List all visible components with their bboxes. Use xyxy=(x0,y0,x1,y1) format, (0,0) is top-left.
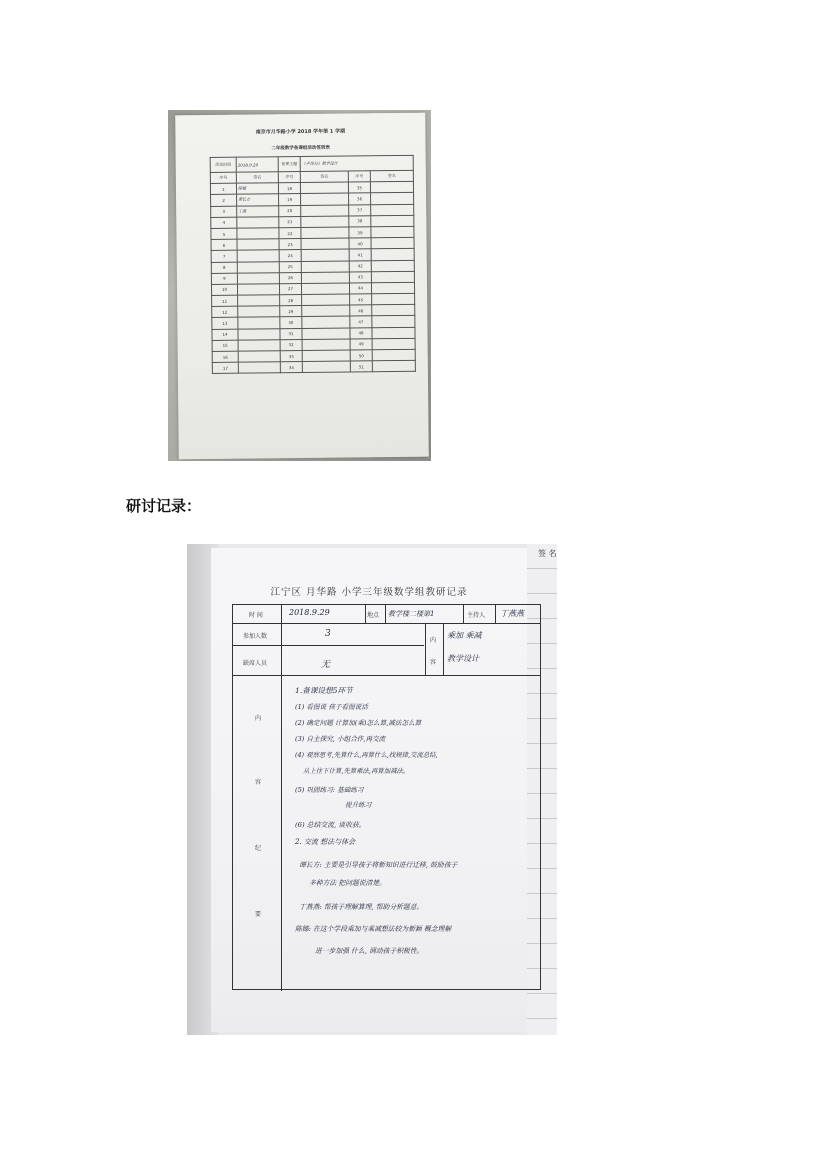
row-sign xyxy=(302,294,350,306)
row-sign xyxy=(302,305,350,317)
row-no: 3 xyxy=(211,206,237,217)
grid-line xyxy=(233,623,540,624)
minutes-line: (3) 自主探究, 小组合作,再交流 xyxy=(295,735,386,743)
row-no: 11 xyxy=(212,295,238,306)
minutes-label-3: 纪 xyxy=(255,845,262,852)
row-sign xyxy=(238,362,280,374)
row-sign xyxy=(302,350,350,362)
minutes-line: 谭长方: 主要是引导孩子将新知识进行迁移, 鼓励孩子 xyxy=(299,861,458,869)
row-sign xyxy=(301,193,349,205)
topic-label: 备课主题 xyxy=(278,157,300,172)
col-sign-2: 签名 xyxy=(300,171,348,183)
row-sign xyxy=(237,250,279,262)
row-no: 44 xyxy=(349,283,371,294)
row-sign xyxy=(237,216,279,228)
row-sign xyxy=(238,351,280,363)
col-no-2: 序号 xyxy=(278,172,300,183)
row-no: 14 xyxy=(212,329,238,340)
content-label-1: 内 xyxy=(430,637,437,644)
row-no: 31 xyxy=(280,328,302,339)
row-sign xyxy=(372,305,415,317)
minutes-line: (6) 总结交流, 谈收获。 xyxy=(295,821,366,829)
row-sign xyxy=(238,340,280,352)
minutes-line: (1) 看图说 孩子看图说话 xyxy=(295,703,368,711)
row-sign xyxy=(371,271,414,283)
row-no: 51 xyxy=(350,361,372,372)
minutes-line: 2. 交流 想法与体会 xyxy=(295,838,356,846)
row-no: 22 xyxy=(279,227,301,238)
row-sign xyxy=(301,216,349,228)
sign-in-table xyxy=(210,155,416,374)
grid-line xyxy=(233,645,424,646)
time-value: 2018.9.29 xyxy=(289,608,330,617)
minutes-line: (2) 确定问题 计算加(乘)怎么算,减法怎么算 xyxy=(295,719,422,727)
grid-line xyxy=(233,675,540,676)
row-sign xyxy=(371,249,414,261)
row-no: 35 xyxy=(348,182,370,193)
row-sign xyxy=(238,328,280,340)
record-grid xyxy=(232,604,541,990)
minutes-line: 1.备课设想5环节 xyxy=(295,686,353,695)
grid-line xyxy=(281,605,282,991)
grid-line xyxy=(425,623,426,675)
content-label-2: 容 xyxy=(430,659,437,666)
row-no: 45 xyxy=(350,294,372,305)
row-no: 38 xyxy=(349,216,371,227)
minutes-line: 陈娜: 在这个学段乘加与乘减想法较为新颖 概念理解 xyxy=(295,925,452,933)
row-no: 27 xyxy=(279,283,301,294)
grid-line xyxy=(463,605,464,623)
row-sign: 陈娜 xyxy=(236,183,278,195)
col-no-3: 序号 xyxy=(348,171,370,182)
row-no: 30 xyxy=(280,317,302,328)
host-label: 主持人 xyxy=(467,612,486,619)
row-no: 47 xyxy=(350,316,372,327)
row-sign xyxy=(238,317,280,329)
minutes-line: 提升练习 xyxy=(345,801,372,809)
row-sign xyxy=(301,238,349,250)
row-sign xyxy=(237,272,279,284)
row-no: 6 xyxy=(211,239,237,250)
row-no: 21 xyxy=(279,216,301,227)
row-no: 8 xyxy=(211,262,237,273)
row-sign xyxy=(301,261,349,273)
section-heading: 研讨记录： xyxy=(126,497,202,515)
record-notebook-photo xyxy=(187,544,557,1035)
row-no: 12 xyxy=(212,306,238,317)
row-no: 28 xyxy=(280,295,302,306)
row-no: 15 xyxy=(212,340,238,351)
row-no: 19 xyxy=(279,194,301,205)
row-sign xyxy=(371,204,414,216)
row-no: 33 xyxy=(280,351,302,362)
row-no: 24 xyxy=(279,250,301,261)
row-no: 29 xyxy=(280,306,302,317)
attend-value: 3 xyxy=(325,629,331,639)
row-sign xyxy=(302,361,350,373)
col-sign-1: 签名 xyxy=(236,172,278,184)
absent-value: 无 xyxy=(321,660,331,670)
row-sign: 谭长方 xyxy=(237,194,279,206)
minutes-line: 丁燕燕: 帮孩子理解算理, 帮助分析题意。 xyxy=(299,903,424,911)
row-no: 4 xyxy=(211,217,237,228)
row-no: 7 xyxy=(211,250,237,261)
col-sign-3: 签名 xyxy=(370,170,413,182)
absent-label: 缺席人员 xyxy=(243,660,268,667)
content-value-1: 乘加 乘减 xyxy=(447,631,482,640)
row-sign xyxy=(372,361,415,373)
time-label: 时 间 xyxy=(249,612,263,619)
row-sign xyxy=(372,349,415,361)
row-sign xyxy=(238,306,280,318)
sheet-title: 南京市月华路小学 2018 学年第 1 学期 xyxy=(255,128,346,136)
row-sign xyxy=(370,182,413,194)
grid-line xyxy=(365,605,366,623)
record-title: 江宁区 月华路 小学三年级数学组教研记录 xyxy=(270,587,468,598)
minutes-line: 从上往下计算,先算乘法,再算加减法。 xyxy=(303,767,410,775)
row-no: 23 xyxy=(279,239,301,250)
row-no: 9 xyxy=(211,273,237,284)
row-sign xyxy=(237,239,279,251)
row-no: 49 xyxy=(350,339,372,350)
row-sign xyxy=(372,327,415,339)
row-sign xyxy=(301,205,349,217)
row-no: 41 xyxy=(349,249,371,260)
row-sign xyxy=(301,227,349,239)
sign-row xyxy=(212,361,415,374)
row-no: 36 xyxy=(349,193,371,204)
minutes-line: 进一步加强 什么, 调动孩子积极性。 xyxy=(315,947,424,955)
minutes-line: (4) 观察思考,先算什么,再算什么,找规律,交流总结, xyxy=(295,751,438,759)
row-sign xyxy=(300,182,348,194)
row-sign: 丁燕 xyxy=(237,205,279,217)
row-no: 42 xyxy=(349,260,371,271)
row-sign xyxy=(371,260,414,272)
row-no: 34 xyxy=(280,362,302,373)
grid-line xyxy=(495,605,496,623)
minutes-label-4: 要 xyxy=(255,911,262,918)
row-sign xyxy=(371,237,414,249)
row-sign xyxy=(301,283,349,295)
sheet-subtitle: 二年级数学备课组活动签到表 xyxy=(271,145,330,152)
row-sign xyxy=(237,261,279,273)
sign-in-sheet xyxy=(175,113,429,460)
row-sign xyxy=(238,295,280,307)
row-sign xyxy=(371,193,414,205)
record-page xyxy=(211,548,527,1032)
row-sign xyxy=(372,338,415,350)
topic-value: 《平均分》教学设计 xyxy=(300,155,413,171)
grid-line xyxy=(385,605,386,623)
place-label: 地点 xyxy=(367,612,380,619)
row-sign xyxy=(301,249,349,261)
col-no-1: 序号 xyxy=(210,172,236,183)
row-no: 2 xyxy=(211,195,237,206)
row-no: 46 xyxy=(350,305,372,316)
row-no: 10 xyxy=(211,284,237,295)
row-no: 13 xyxy=(212,318,238,329)
row-sign xyxy=(301,272,349,284)
row-no: 16 xyxy=(212,351,238,362)
minutes-label-2: 容 xyxy=(255,779,262,786)
minutes-line: (5) 巩固练习: 基础练习 xyxy=(295,786,364,794)
row-sign xyxy=(371,282,414,294)
activity-time-value: 2018.9.29 xyxy=(236,157,278,172)
row-sign xyxy=(372,293,415,305)
row-no: 37 xyxy=(349,204,371,215)
row-no: 39 xyxy=(349,227,371,238)
minutes-line: 多种方法 把问题说清楚。 xyxy=(309,879,386,887)
next-page-tag: 签 名 xyxy=(538,549,557,558)
row-no: 32 xyxy=(280,339,302,350)
attend-label: 参加人数 xyxy=(243,633,268,640)
row-no: 48 xyxy=(350,327,372,338)
row-sign xyxy=(302,316,350,328)
row-no: 5 xyxy=(211,228,237,239)
row-no: 26 xyxy=(279,272,301,283)
minutes-label-1: 内 xyxy=(255,715,262,722)
row-sign xyxy=(371,226,414,238)
row-sign xyxy=(302,328,350,340)
row-sign xyxy=(302,339,350,351)
row-sign xyxy=(237,284,279,296)
place-value: 教学楼二楼第1 xyxy=(388,610,435,618)
row-no: 43 xyxy=(349,271,371,282)
row-sign xyxy=(372,316,415,328)
content-value-2: 教学设计 xyxy=(447,654,479,663)
host-value: 丁燕燕 xyxy=(500,609,524,618)
activity-time-label: 活动时间 xyxy=(210,157,236,172)
sign-in-sheet-photo xyxy=(168,110,431,461)
row-no: 40 xyxy=(349,238,371,249)
row-sign xyxy=(237,228,279,240)
row-no: 25 xyxy=(279,261,301,272)
row-no: 20 xyxy=(279,205,301,216)
row-no: 18 xyxy=(278,183,300,194)
row-no: 17 xyxy=(212,362,238,373)
row-sign xyxy=(371,215,414,227)
row-no: 1 xyxy=(210,183,236,194)
grid-line xyxy=(443,623,444,675)
row-no: 50 xyxy=(350,350,372,361)
